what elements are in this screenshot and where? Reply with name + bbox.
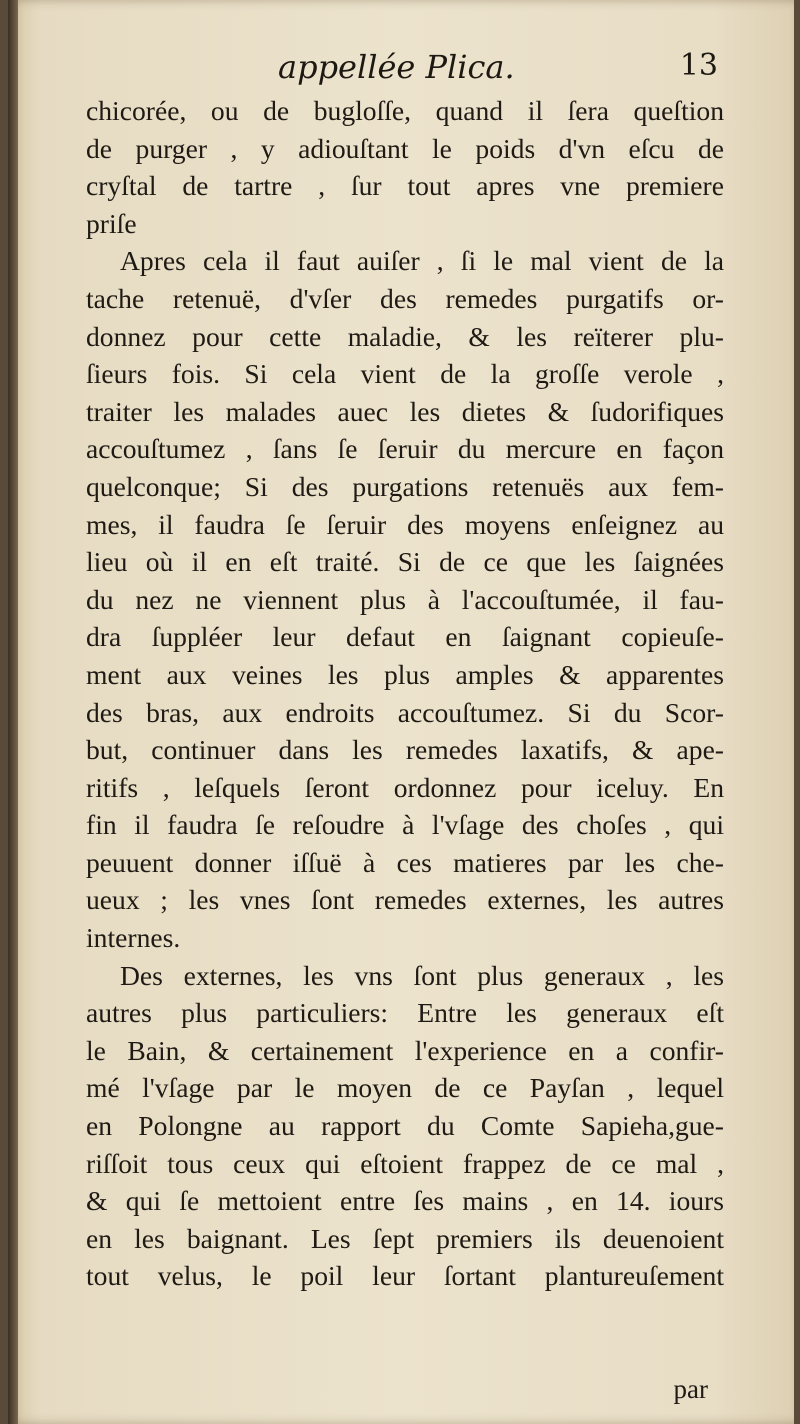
text-line: mé l'vſage par le moyen de ce Payſan , lequel — [86, 1072, 724, 1104]
running-title: appellée Plica. — [278, 48, 515, 86]
text-line: tout velus, le poil leur ſortant plantureuſement — [86, 1260, 724, 1292]
text-line: tache retenuë, d'vſer des remedes purgatifs or- — [86, 282, 724, 314]
text-line: riſſoit tous ceux qui eſtoient frappez de ce mal , — [86, 1147, 724, 1179]
text-line: traiter les malades auec les dietes & ſudorifiques — [86, 395, 724, 427]
text-line: but, continuer dans les remedes laxatifs, & ape- — [86, 734, 724, 766]
text-line: cryſtal de tartre , ſur tout apres vne premiere — [86, 170, 724, 202]
text-line: priſe — [86, 207, 137, 239]
text-line: dra ſuppléer leur defaut en ſaignant copieuſe- — [86, 621, 724, 653]
text-line: en Polongne au rapport du Comte Sapieha,gue- — [86, 1110, 724, 1142]
text-line: mes, il faudra ſe ſeruir des moyens enſeignez au — [86, 508, 724, 540]
catchword: par — [673, 1374, 708, 1404]
page-number: 13 — [679, 48, 718, 83]
text-line: ritifs , leſquels ſeront ordonnez pour iceluy. En — [86, 771, 724, 803]
text-line: fin il faudra ſe reſoudre à l'vſage des choſes , qui — [86, 809, 724, 841]
text-line: des bras, aux endroits accouſtumez. Si du Scor- — [86, 696, 724, 728]
text-line: ſieurs fois. Si cela vient de la groſſe verole , — [86, 358, 724, 390]
text-line: internes. — [86, 922, 181, 954]
text-line: lieu où il en eſt traité. Si de ce que les ſaignées — [86, 546, 724, 578]
text-line: chicorée, ou de bugloſſe, quand il ſera queſtion — [86, 95, 724, 126]
text-line: donnez pour cette maladie, & les reïterer plu- — [86, 320, 724, 352]
book-page — [8, 0, 794, 1424]
book-spine-shadow — [8, 0, 18, 1424]
text-line: du nez ne viennent plus à l'accouſtumée, il fau- — [86, 583, 724, 615]
text-line: ueux ; les vnes ſont remedes externes, les autres — [86, 884, 724, 916]
text-line: en les baignant. Les ſept premiers ils deuenoient — [86, 1222, 724, 1254]
text-line: de purger , y adiouſtant le poids d'vn eſcu de — [86, 132, 724, 164]
page-header — [78, 40, 728, 90]
text-line: le Bain, & certainement l'experience en a confir- — [86, 1034, 724, 1066]
text-line: Apres cela il faut auiſer , ſi le mal vient de la — [120, 245, 724, 277]
text-line: ment aux veines les plus amples & apparentes — [86, 658, 724, 690]
text-line: Des externes, les vns ſont plus generaux , les — [120, 959, 724, 991]
text-line: autres plus particuliers: Entre les generaux eſt — [86, 997, 724, 1029]
text-line: peuuent donner iſſuë à ces matieres par les che- — [86, 846, 724, 878]
text-line: accouſtumez , ſans ſe ſeruir du mercure en façon — [86, 433, 724, 465]
text-line: & qui ſe mettoient entre ſes mains , en 14. iours — [86, 1185, 724, 1217]
body-text — [86, 92, 724, 1295]
text-line: quelconque; Si des purgations retenuës aux fem- — [86, 470, 724, 502]
